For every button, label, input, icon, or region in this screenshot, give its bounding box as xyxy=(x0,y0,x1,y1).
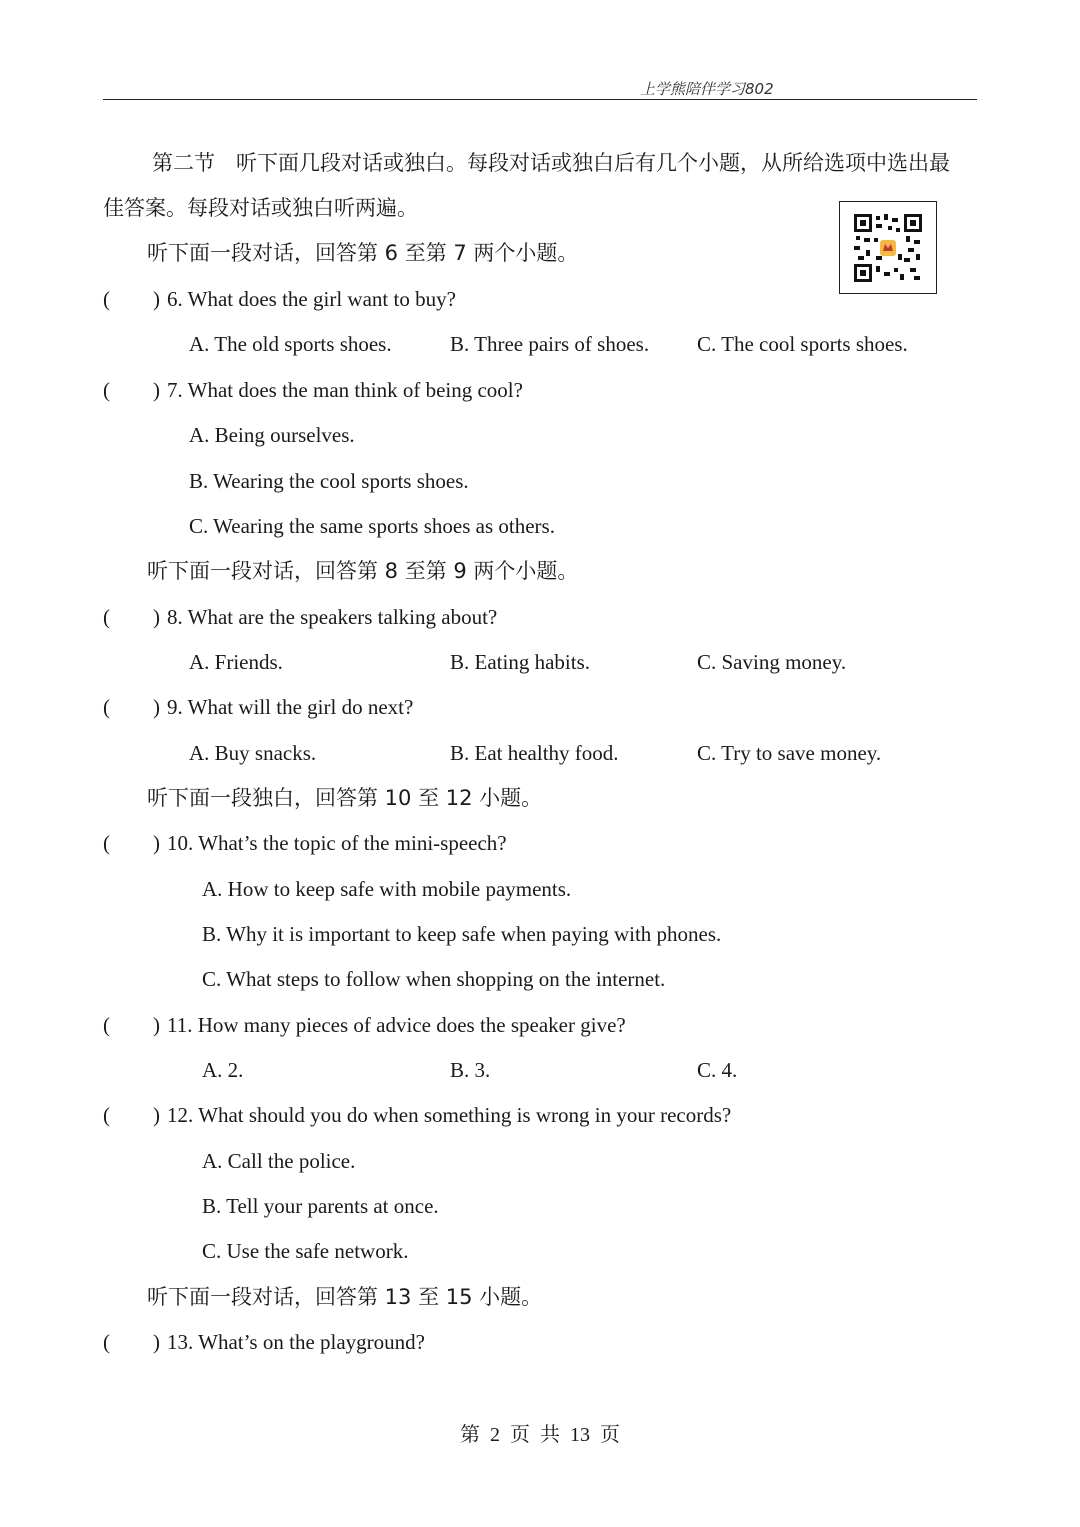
answer-blank-open: ( xyxy=(103,605,110,629)
answer-blank-open: ( xyxy=(103,695,110,719)
option-c: C. What steps to follow when shopping on the internet. xyxy=(202,967,666,991)
question-stem: 9. What will the girl do next? xyxy=(167,695,414,719)
answer-blank-open: ( xyxy=(103,1013,110,1037)
answer-blank-close: ) xyxy=(153,1013,160,1037)
option-c: C. Use the safe network. xyxy=(202,1239,409,1263)
answer-blank-close: ) xyxy=(153,287,160,311)
option-c: C. Try to save money. xyxy=(697,741,882,765)
qr-code-icon[interactable] xyxy=(839,201,937,294)
option-a: A. The old sports shoes. xyxy=(189,332,392,356)
option-c: C. 4. xyxy=(697,1058,738,1082)
group-heading: 听下面一段对话，回答第 6 至第 7 两个小题。 xyxy=(147,241,579,265)
option-c: C. Saving money. xyxy=(697,650,847,674)
option-b: B. Wearing the cool sports shoes. xyxy=(189,469,469,493)
answer-blank-close: ) xyxy=(153,831,160,855)
section-intro-line1: 第二节 听下面几段对话或独白。每段对话或独白后有几个小题，从所给选项中选出最 xyxy=(152,151,950,175)
page-number-footer: 第 2 页 共 13 页 xyxy=(460,1424,620,1446)
answer-blank-open: ( xyxy=(103,1330,110,1354)
question-stem: 10. What’s the topic of the mini-speech? xyxy=(167,831,507,855)
answer-blank-close: ) xyxy=(153,695,160,719)
group-heading: 听下面一段独白，回答第 10 至 12 小题。 xyxy=(147,786,543,810)
option-b: B. Tell your parents at once. xyxy=(202,1194,439,1218)
answer-blank-open: ( xyxy=(103,287,110,311)
option-c: C. The cool sports shoes. xyxy=(697,332,908,356)
option-a: A. Buy snacks. xyxy=(189,741,317,765)
question-stem: 6. What does the girl want to buy? xyxy=(167,287,456,311)
answer-blank-open: ( xyxy=(103,1103,110,1127)
question-stem: 12. What should you do when something is wrong in your records? xyxy=(167,1103,732,1127)
option-b: B. Three pairs of shoes. xyxy=(450,332,650,356)
option-b: B. 3. xyxy=(450,1058,491,1082)
option-c: C. Wearing the same sports shoes as others. xyxy=(189,514,555,538)
option-a: A. Friends. xyxy=(189,650,283,674)
answer-blank-close: ) xyxy=(153,605,160,629)
answer-blank-close: ) xyxy=(153,378,160,402)
answer-blank-open: ( xyxy=(103,378,110,402)
answer-blank-open: ( xyxy=(103,831,110,855)
question-stem: 8. What are the speakers talking about? xyxy=(167,605,498,629)
option-b: B. Eat healthy food. xyxy=(450,741,619,765)
question-stem: 7. What does the man think of being cool? xyxy=(167,378,523,402)
question-stem: 13. What’s on the playground? xyxy=(167,1330,425,1354)
option-a: A. Being ourselves. xyxy=(189,423,355,447)
section-intro-line2: 佳答案。每段对话或独白听两遍。 xyxy=(103,196,418,220)
header-divider xyxy=(103,99,977,100)
answer-blank-close: ) xyxy=(153,1103,160,1127)
header-brand: 上学熊陪伴学习802 xyxy=(640,80,774,98)
option-a: A. 2. xyxy=(202,1058,244,1082)
option-b: B. Why it is important to keep safe when paying with phones. xyxy=(202,922,722,946)
qr-code-graphic xyxy=(854,214,922,282)
group-heading: 听下面一段对话，回答第 13 至 15 小题。 xyxy=(147,1285,543,1309)
option-a: A. How to keep safe with mobile payments. xyxy=(202,877,572,901)
group-heading: 听下面一段对话，回答第 8 至第 9 两个小题。 xyxy=(147,559,579,583)
option-a: A. Call the police. xyxy=(202,1149,356,1173)
option-b: B. Eating habits. xyxy=(450,650,590,674)
question-stem: 11. How many pieces of advice does the speaker give? xyxy=(167,1013,626,1037)
answer-blank-close: ) xyxy=(153,1330,160,1354)
